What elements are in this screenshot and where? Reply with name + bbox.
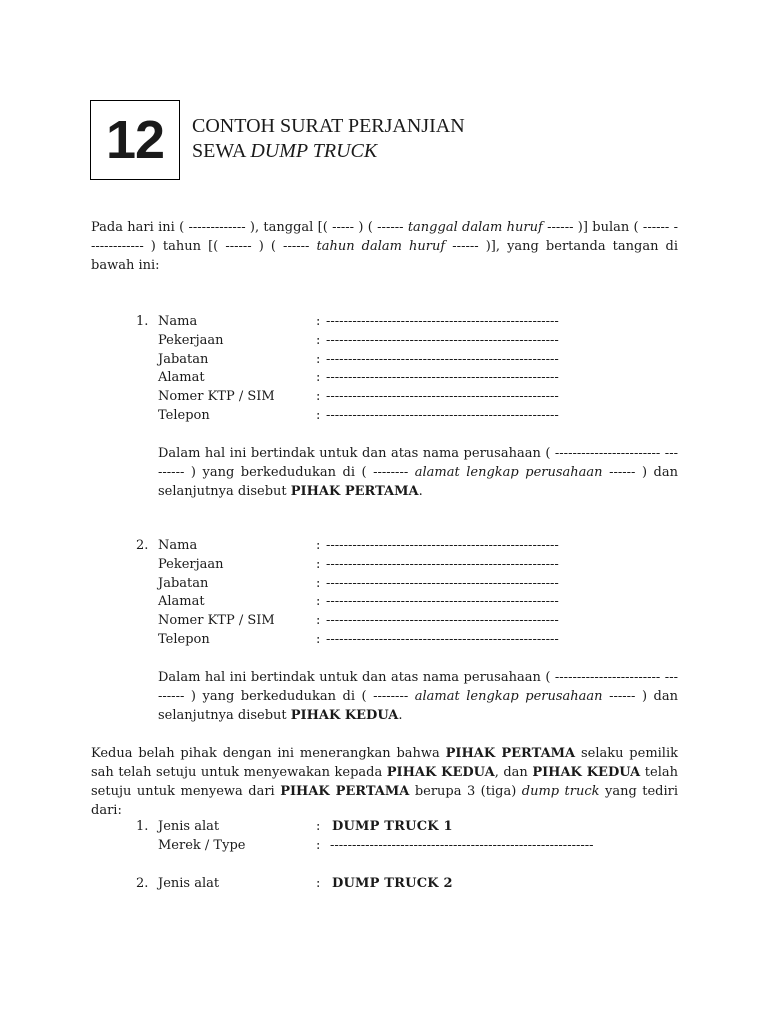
agreement-text: yang tediri dari: (91, 784, 679, 818)
field-colon: : (316, 370, 321, 386)
party1-field-row (0, 388, 768, 407)
clause-italic-address: alamat lengkap perusahaan (414, 689, 603, 704)
field-value: ----------------------------------------------------- (326, 407, 559, 423)
party1-fields (0, 313, 768, 426)
party2-field-row (0, 575, 768, 594)
intro-paragraph (91, 218, 678, 275)
field-value: ----------------------------------------------------- (326, 631, 559, 647)
field-colon: : (316, 538, 321, 553)
intro-italic-year: tahun dalam huruf (316, 239, 446, 254)
equipment-row (0, 818, 768, 837)
field-label: Jabatan (158, 351, 209, 367)
title-line-1: CONTOH SURAT PERJANJIAN (192, 115, 465, 137)
party2-field-row (0, 631, 768, 650)
field-colon: : (316, 613, 321, 629)
field-label: Jabatan (158, 575, 209, 591)
equipment-value: DUMP TRUCK 1 (332, 819, 453, 834)
party1-field-row (0, 332, 768, 351)
equipment-number: 2. (136, 876, 149, 891)
field-label: Alamat (158, 370, 205, 386)
equipment-list-2 (0, 875, 768, 894)
party1-field-row (0, 407, 768, 426)
party1-field-row (0, 313, 768, 332)
field-colon: : (316, 389, 321, 405)
agreement-text: , dan (494, 765, 533, 780)
equipment-label: Jenis alat (158, 819, 220, 834)
equipment-label: Jenis alat (158, 876, 220, 891)
clause-italic-address: alamat lengkap perusahaan (414, 465, 603, 480)
field-value: ----------------------------------------------------- (326, 575, 559, 591)
agreement-party-name: PIHAK KEDUA (532, 765, 641, 780)
party1-field-row (0, 369, 768, 388)
field-colon: : (316, 556, 321, 572)
equipment-value: DUMP TRUCK 2 (332, 876, 453, 891)
party2-field-row (0, 593, 768, 612)
field-value: ----------------------------------------------------- (326, 613, 559, 629)
field-colon: : (316, 594, 321, 610)
field-value: ----------------------------------------------------- (326, 314, 559, 329)
party2-field-row (0, 612, 768, 631)
field-colon: : (316, 332, 321, 348)
field-value: ----------------------------------------------------- (326, 538, 559, 553)
field-label: Nomer KTP / SIM (158, 389, 275, 405)
equipment-list-1 (0, 818, 768, 856)
agreement-text: berupa 3 (tiga) (409, 784, 522, 799)
intro-text-1: Pada hari ini ( ------------- ), tanggal [( ----- ) ( ------ (91, 220, 408, 235)
clause-period: . (398, 708, 403, 723)
intro-italic-date: tanggal dalam huruf (407, 220, 543, 235)
document-title (192, 114, 552, 164)
field-colon: : (316, 575, 321, 591)
party1-field-row (0, 351, 768, 370)
intro-text-3: ------ )], yang bertanda tangan di bawah ini: (91, 239, 679, 273)
title-line-2-italic: DUMP TRUCK (250, 140, 378, 162)
field-colon: : (316, 876, 321, 891)
clause-text: Dalam hal ini bertindak untuk dan atas nama perusahaan ( ------------------------ --------- ) yang berkedudukan di ( -------- (158, 446, 678, 480)
field-colon: : (316, 314, 321, 329)
agreement-party-name: PIHAK PERTAMA (445, 746, 576, 761)
clause-party-name: PIHAK KEDUA (290, 708, 399, 723)
field-label: Telepon (158, 631, 210, 647)
agreement-italic-term: dump truck (521, 784, 600, 799)
field-colon: : (316, 819, 321, 834)
equipment-value: ------------------------------------------------------------ (330, 837, 594, 853)
equipment-row (0, 875, 768, 894)
chapter-number: 12 (105, 110, 165, 170)
field-label: Pekerjaan (158, 556, 224, 572)
title-line-2-prefix: SEWA (192, 140, 251, 162)
field-label: Nama (158, 538, 198, 553)
field-label: Alamat (158, 594, 205, 610)
agreement-text: selaku pemilik sah telah setuju untuk menyewakan kepada (91, 746, 678, 780)
agreement-text: telah setuju untuk menyewa dari (91, 765, 678, 799)
title-line-2 (192, 139, 552, 164)
equipment-row (0, 837, 768, 856)
party1-clause (158, 444, 678, 501)
party2-field-row (0, 537, 768, 556)
chapter-number-box (90, 100, 180, 180)
equipment-number: 1. (136, 819, 149, 834)
field-colon: : (316, 837, 321, 853)
clause-party-name: PIHAK PERTAMA (290, 484, 419, 499)
field-colon: : (316, 407, 321, 423)
party2-field-row (0, 556, 768, 575)
clause-text: ------ ) dan selanjutnya disebut (158, 465, 678, 499)
field-label: Nama (158, 314, 198, 329)
field-colon: : (316, 351, 321, 367)
field-label: Telepon (158, 407, 210, 423)
field-value: ----------------------------------------------------- (326, 332, 559, 348)
agreement-paragraph (91, 744, 678, 820)
party2-fields (0, 537, 768, 650)
party2-number: 2. (136, 538, 149, 553)
party1-number: 1. (136, 314, 149, 329)
clause-text: Dalam hal ini bertindak untuk dan atas nama perusahaan ( ------------------------ --------- ) yang berkedudukan di ( -------- (158, 670, 678, 704)
field-value: ----------------------------------------------------- (326, 370, 559, 386)
clause-text: ------ ) dan selanjutnya disebut (158, 689, 678, 723)
party2-clause (158, 668, 678, 725)
equipment-label: Merek / Type (158, 837, 246, 853)
field-value: ----------------------------------------------------- (326, 351, 559, 367)
agreement-party-name: PIHAK PERTAMA (280, 784, 410, 799)
field-value: ----------------------------------------------------- (326, 389, 559, 405)
field-value: ----------------------------------------------------- (326, 594, 559, 610)
agreement-text: Kedua belah pihak dengan ini menerangkan bahwa (91, 746, 446, 761)
agreement-party-name: PIHAK KEDUA (386, 765, 495, 780)
field-value: ----------------------------------------------------- (326, 556, 559, 572)
field-label: Nomer KTP / SIM (158, 613, 275, 629)
clause-period: . (418, 484, 423, 499)
intro-text-2: ------ )] bulan ( ------ ------------- ) tahun [( ------ ) ( ------ (91, 220, 678, 254)
field-colon: : (316, 631, 321, 647)
field-label: Pekerjaan (158, 332, 224, 348)
